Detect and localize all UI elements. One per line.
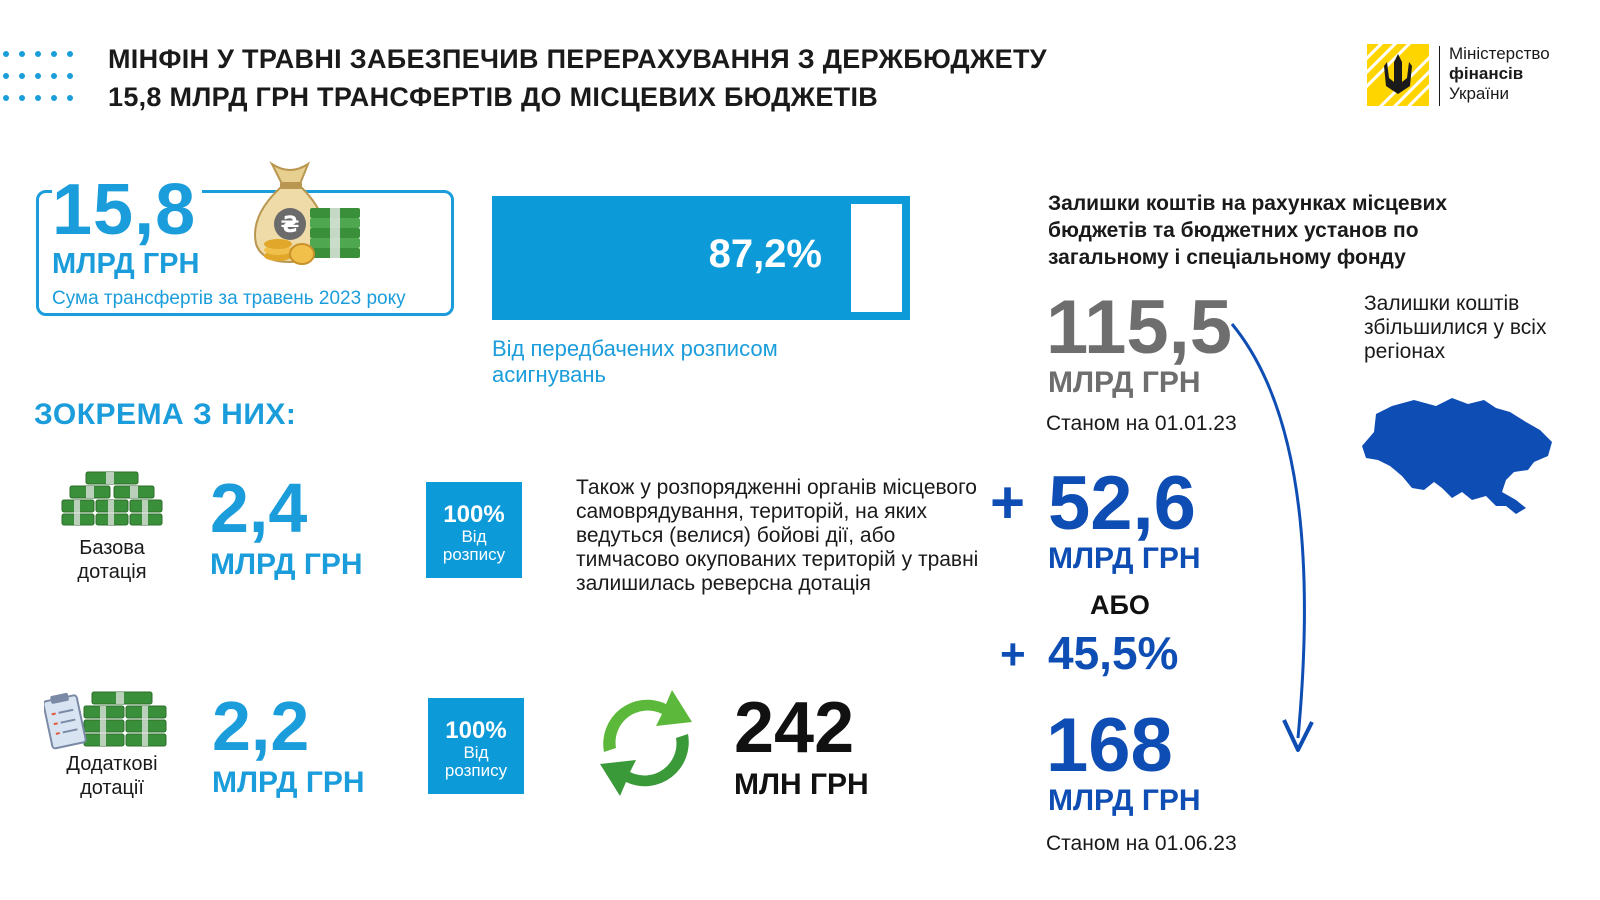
increase-note: Залишки коштів збільшилися у всіх регіонах xyxy=(1364,292,1547,363)
badge-text-1: Від xyxy=(461,527,487,546)
logo-line-3: України xyxy=(1449,84,1509,103)
badge-text-2: розпису xyxy=(444,761,508,780)
money-stack-icon xyxy=(60,470,164,526)
plus-sign: + xyxy=(990,469,1026,536)
balance-delta-value: 52,6 xyxy=(1048,461,1196,546)
plus-sign-percent: + xyxy=(1000,630,1026,679)
execution-percent: 87,2% xyxy=(708,232,822,276)
execution-progress-bar xyxy=(492,196,910,320)
recycle-arrows-icon xyxy=(586,686,706,800)
additional-subsidy-label: Додаткові дотації xyxy=(66,753,158,799)
base-subsidy-value: 2,4 xyxy=(210,469,308,547)
progress-remaining xyxy=(851,204,902,312)
logo-text xyxy=(1449,44,1550,104)
balance-start-date: Станом на 01.01.23 xyxy=(1046,412,1237,435)
logo-divider xyxy=(1439,46,1440,106)
ministry-logo xyxy=(1367,44,1587,108)
ukraine-map-icon xyxy=(1356,396,1556,520)
title-line-2: 15,8 МЛРД ГРН ТРАНСФЕРТІВ ДО МІСЦЕВИХ БЮДЖЕТІВ xyxy=(108,82,879,112)
badge-text-2: розпису xyxy=(442,545,506,564)
trident-emblem-icon xyxy=(1367,44,1429,106)
base-subsidy-badge xyxy=(426,482,522,578)
badge-percent: 100% xyxy=(443,501,505,528)
reverse-subsidy-note: Також у розпорядженні органів місцевого самоврядування, територій, на яких ведуться (велися) бойові дії, або тимчасово окупованих територій у травні залишилась реверсна дотація xyxy=(576,476,979,595)
balance-end-unit: МЛРД ГРН xyxy=(1048,784,1201,817)
or-label: АБО xyxy=(1090,590,1150,620)
base-subsidy-unit: МЛРД ГРН xyxy=(210,548,363,581)
balance-delta-percent: 45,5% xyxy=(1048,627,1179,679)
balance-end-value: 168 xyxy=(1046,703,1173,788)
dot-grid-decoration xyxy=(0,48,80,108)
additional-subsidy-unit: МЛРД ГРН xyxy=(212,766,365,799)
badge-text-1: Від xyxy=(463,743,489,762)
additional-subsidy-value: 2,2 xyxy=(212,687,310,765)
total-transfers-value: 15,8 xyxy=(52,168,202,252)
additional-subsidy-badge xyxy=(428,698,524,794)
title-line-1: МІНФІН У ТРАВНІ ЗАБЕЗПЕЧИВ ПЕРЕРАХУВАННЯ З ДЕРЖБЮДЖЕТУ xyxy=(108,44,1047,74)
badge-percent: 100% xyxy=(445,717,507,744)
section-title: ЗОКРЕМА З НИХ: xyxy=(34,398,297,431)
balance-delta-unit: МЛРД ГРН xyxy=(1048,542,1201,575)
curved-arrow-icon xyxy=(1226,318,1336,758)
balance-end-date: Станом на 01.06.23 xyxy=(1046,832,1237,855)
reverse-subsidy-value: 242 xyxy=(734,688,855,768)
total-transfers-unit: МЛРД ГРН xyxy=(52,248,200,280)
execution-caption: Від передбачених розписом асигнувань xyxy=(492,336,778,387)
base-subsidy-label: Базова дотація xyxy=(77,537,147,583)
balance-start-unit: МЛРД ГРН xyxy=(1048,366,1201,399)
logo-line-1: Міністерство xyxy=(1449,44,1550,63)
balance-start-value: 115,5 xyxy=(1046,285,1232,370)
clipboard-money-icon xyxy=(44,690,168,752)
balances-title: Залишки коштів на рахунках місцевих бюджетів та бюджетних установ по загальному і спеціальному фонду xyxy=(1048,192,1448,269)
total-transfers-caption: Сума трансфертів за травень 2023 року xyxy=(52,288,406,309)
logo-line-2: фінансів xyxy=(1449,64,1524,83)
page-title xyxy=(108,40,1047,116)
svg-text:₴: ₴ xyxy=(280,213,300,238)
money-bag-icon xyxy=(250,158,366,270)
reverse-subsidy-unit: МЛН ГРН xyxy=(734,768,869,801)
